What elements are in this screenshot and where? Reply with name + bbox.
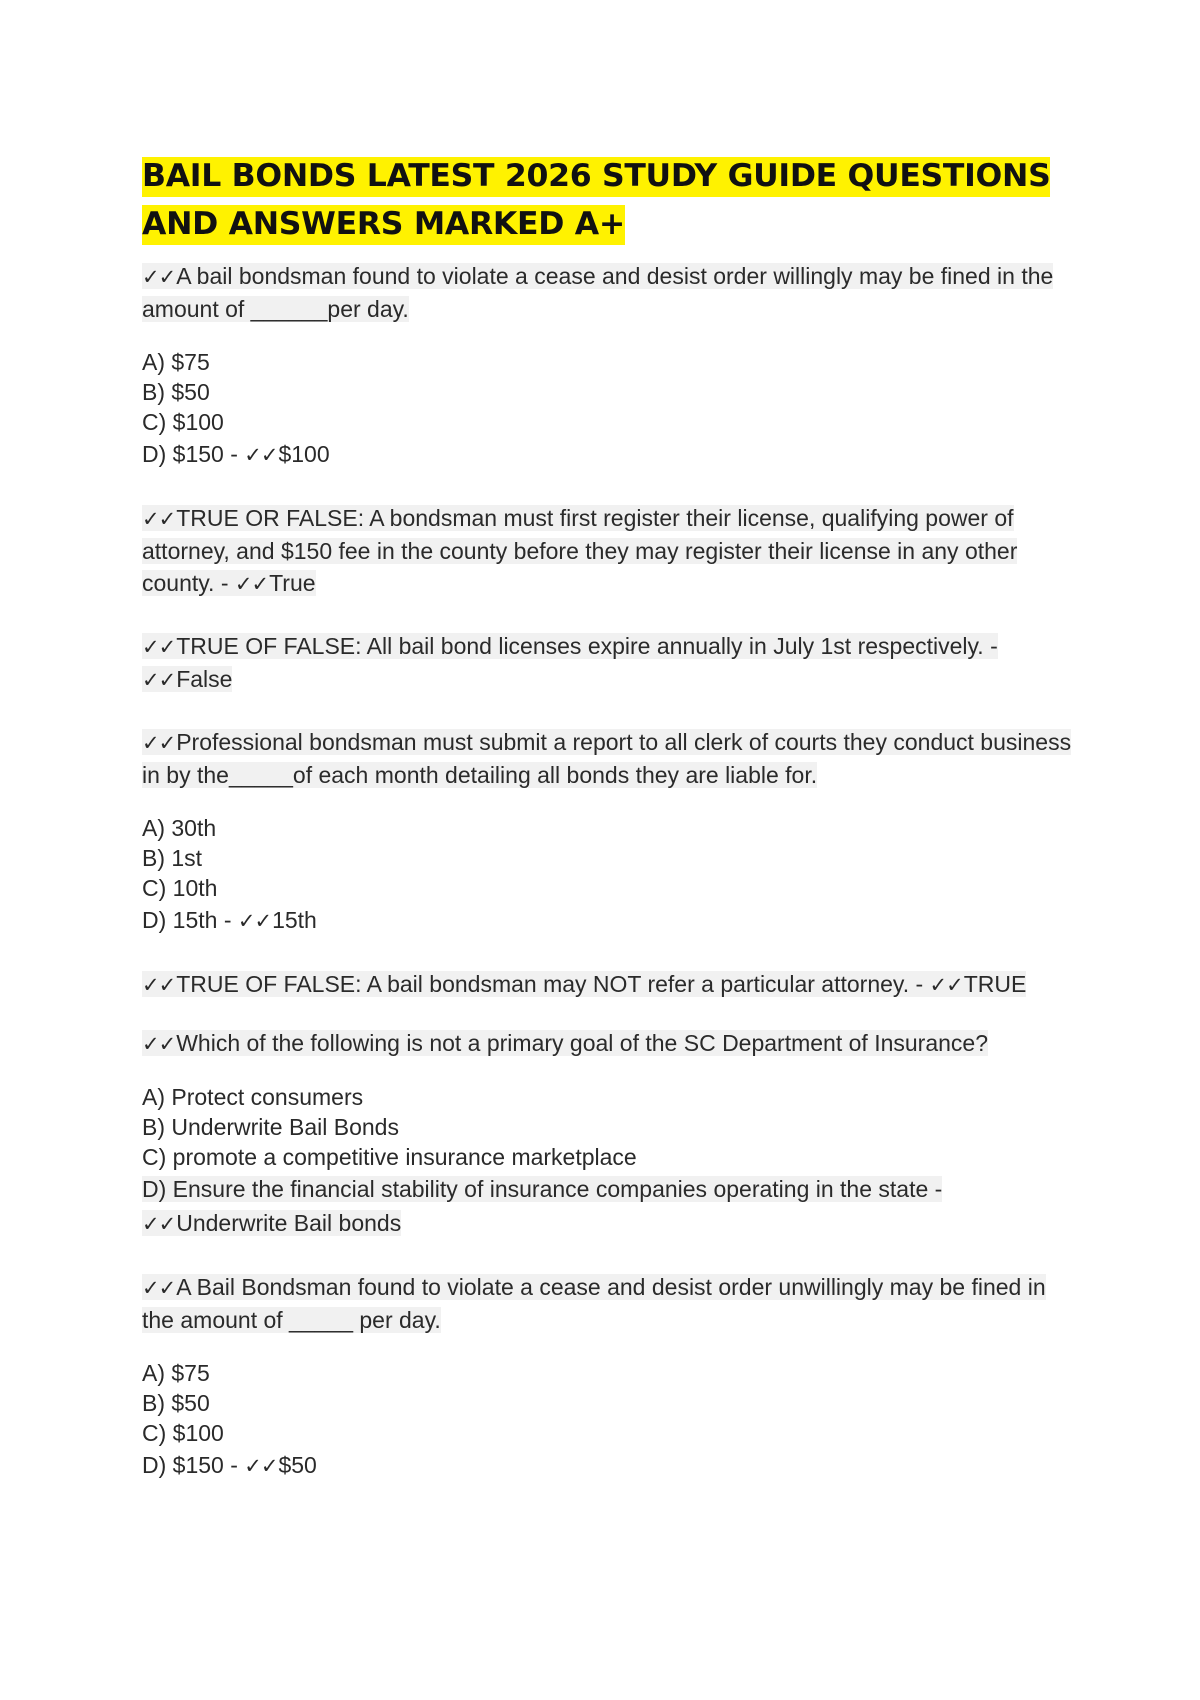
question-text: ✓✓A bail bondsman found to violate a cease and desist order willingly may be fined in the amount of ______per day. (142, 263, 1054, 322)
option-item: A) 30th (142, 815, 217, 841)
option-item: A) $75 (142, 349, 210, 375)
double-check-icon: ✓✓ (244, 1454, 278, 1478)
answer: ✓✓False (142, 666, 233, 692)
answer: ✓✓15th (237, 907, 317, 933)
option-item-with-answer: D) Ensure the financial stability of insurance companies operating in the state - ✓✓Underwrite Bail bonds (142, 1176, 943, 1236)
double-check-icon: ✓✓ (142, 668, 176, 692)
option-item: C) $100 (142, 1420, 224, 1446)
options-list (142, 1082, 1072, 1241)
double-check-icon: ✓✓ (244, 443, 278, 467)
qa-item (142, 1027, 1072, 1241)
answer: ✓✓TRUE (929, 971, 1027, 997)
double-check-icon: ✓✓ (142, 731, 176, 755)
question-text: ✓✓TRUE OF FALSE: All bail bond licenses expire annually in July 1st respectively. - ✓✓False (142, 633, 998, 692)
qa-item (142, 502, 1072, 600)
option-item: B) $50 (142, 1390, 210, 1416)
option-item: A) Protect consumers (142, 1084, 364, 1110)
options-list (142, 347, 1072, 472)
double-check-icon: ✓✓ (929, 973, 963, 997)
option-item: A) $75 (142, 1360, 210, 1386)
double-check-icon: ✓✓ (237, 909, 272, 933)
option-item-with-answer: D) $150 - ✓✓$50 (142, 1452, 317, 1478)
question-text: ✓✓TRUE OF FALSE: A bail bondsman may NOT refer a particular attorney. - ✓✓TRUE (142, 971, 1027, 997)
double-check-icon: ✓✓ (142, 635, 176, 659)
qa-item (142, 726, 1072, 938)
double-check-icon: ✓✓ (142, 265, 176, 289)
double-check-icon: ✓✓ (142, 1212, 176, 1236)
double-check-icon: ✓✓ (142, 1276, 176, 1300)
double-check-icon: ✓✓ (142, 507, 176, 531)
option-item-with-answer: D) 15th - ✓✓15th (142, 907, 317, 933)
qa-item (142, 260, 1072, 472)
question-text: ✓✓Which of the following is not a primary goal of the SC Department of Insurance? (142, 1030, 988, 1056)
answer: ✓✓True (234, 570, 316, 596)
double-check-icon: ✓✓ (142, 973, 176, 997)
option-item: B) Underwrite Bail Bonds (142, 1114, 399, 1140)
answer: ✓✓$50 (244, 1452, 317, 1478)
option-item: C) promote a competitive insurance marketplace (142, 1144, 637, 1170)
options-list (142, 813, 1072, 938)
answer: ✓✓$100 (244, 441, 330, 467)
double-check-icon: ✓✓ (234, 572, 269, 596)
document-page (142, 152, 1072, 1513)
option-item: C) 10th (142, 875, 218, 901)
option-item-with-answer: D) $150 - ✓✓$100 (142, 441, 330, 467)
option-item: B) $50 (142, 379, 210, 405)
option-item: B) 1st (142, 845, 203, 871)
question-text: ✓✓Professional bondsman must submit a report to all clerk of courts they conduct business in by the_____of each month detailing all bonds they are liable for. (142, 729, 1072, 788)
option-item: C) $100 (142, 409, 224, 435)
qa-item (142, 630, 1072, 696)
question-text: ✓✓TRUE OR FALSE: A bondsman must first register their license, qualifying power of attorney, and $150 fee in the county before they may register their license in any other county. - ✓✓True (142, 505, 1018, 596)
options-list (142, 1358, 1072, 1483)
qa-item (142, 968, 1072, 1001)
document-title (142, 152, 1072, 248)
qa-item (142, 1271, 1072, 1483)
double-check-icon: ✓✓ (142, 1032, 176, 1056)
question-text: ✓✓A Bail Bondsman found to violate a cease and desist order unwillingly may be fined in the amount of _____ per day. (142, 1274, 1046, 1333)
title-highlight: BAIL BONDS LATEST 2026 STUDY GUIDE QUESTIONS AND ANSWERS MARKED A+ (142, 157, 1050, 245)
answer: ✓✓Underwrite Bail bonds (142, 1210, 402, 1236)
